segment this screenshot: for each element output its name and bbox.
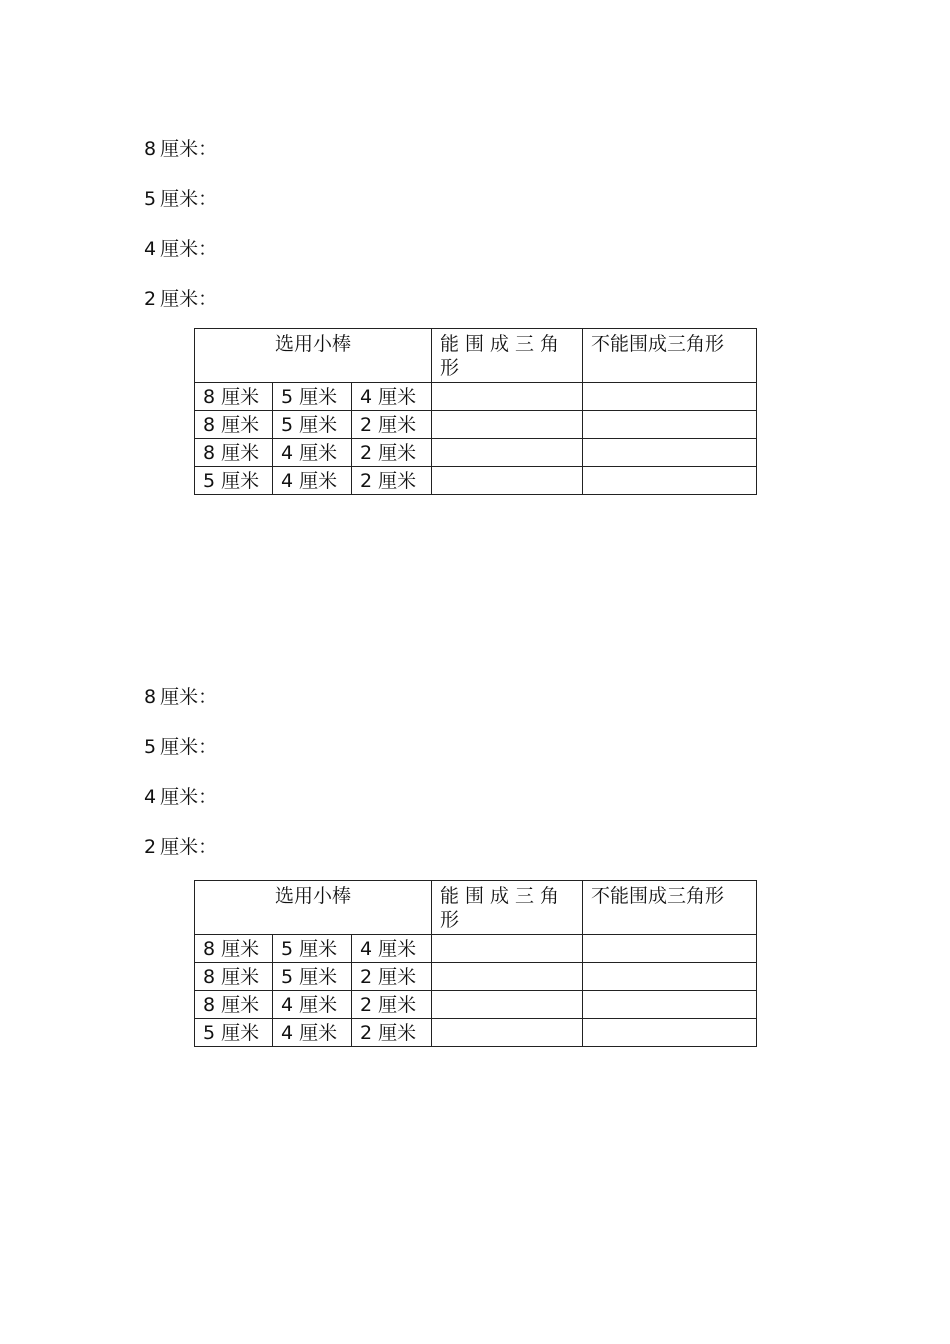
can-answer-cell[interactable] — [432, 963, 583, 991]
stick-cell: 4 厘米 — [273, 1019, 352, 1047]
stick-cell: 8 厘米 — [195, 963, 273, 991]
table-row — [195, 411, 757, 439]
cannot-answer-cell[interactable] — [583, 991, 757, 1019]
table-row — [195, 383, 757, 411]
cannot-answer-cell[interactable] — [583, 411, 757, 439]
stick-length-line — [144, 187, 217, 211]
stick-cell: 8 厘米 — [195, 991, 273, 1019]
table-row — [195, 963, 757, 991]
stick-length-unit: 厘米： — [160, 786, 218, 808]
stick-length-line — [144, 685, 217, 709]
table-row — [195, 1019, 757, 1047]
table-header-row — [195, 329, 757, 383]
can-answer-cell[interactable] — [432, 383, 583, 411]
stick-cell: 5 厘米 — [273, 963, 352, 991]
stick-cell: 8 厘米 — [195, 439, 273, 467]
stick-length-number: 2 — [144, 836, 157, 858]
stick-length-line — [144, 137, 217, 161]
stick-length-line — [144, 287, 217, 311]
cannot-answer-cell[interactable] — [583, 467, 757, 495]
header-selected-sticks: 选用小棒 — [195, 881, 432, 935]
stick-length-number: 2 — [144, 288, 157, 310]
stick-length-unit: 厘米： — [160, 138, 218, 160]
can-answer-cell[interactable] — [432, 991, 583, 1019]
stick-cell: 2 厘米 — [352, 439, 432, 467]
stick-cell: 8 厘米 — [195, 383, 273, 411]
triangle-table — [194, 880, 757, 1047]
stick-length-number: 8 — [144, 138, 157, 160]
header-selected-sticks: 选用小棒 — [195, 329, 432, 383]
stick-cell: 5 厘米 — [273, 935, 352, 963]
stick-length-unit: 厘米： — [160, 288, 218, 310]
stick-length-line — [144, 237, 217, 261]
can-answer-cell[interactable] — [432, 439, 583, 467]
stick-length-number: 4 — [144, 238, 157, 260]
stick-cell: 4 厘米 — [273, 467, 352, 495]
table-row — [195, 439, 757, 467]
stick-length-number: 5 — [144, 188, 157, 210]
triangle-table — [194, 328, 757, 495]
cannot-answer-cell[interactable] — [583, 1019, 757, 1047]
can-answer-cell[interactable] — [432, 1019, 583, 1047]
header-can-form-triangle: 能围成三角形 — [432, 329, 583, 383]
stick-length-unit: 厘米： — [160, 686, 218, 708]
stick-cell: 8 厘米 — [195, 935, 273, 963]
stick-cell: 2 厘米 — [352, 411, 432, 439]
can-answer-cell[interactable] — [432, 935, 583, 963]
table-row — [195, 935, 757, 963]
cannot-answer-cell[interactable] — [583, 383, 757, 411]
stick-cell: 5 厘米 — [195, 1019, 273, 1047]
stick-cell: 5 厘米 — [195, 467, 273, 495]
cannot-answer-cell[interactable] — [583, 963, 757, 991]
stick-length-unit: 厘米： — [160, 238, 218, 260]
stick-length-unit: 厘米： — [160, 736, 218, 758]
stick-cell: 4 厘米 — [273, 439, 352, 467]
cannot-answer-cell[interactable] — [583, 439, 757, 467]
stick-cell: 2 厘米 — [352, 991, 432, 1019]
stick-length-number: 8 — [144, 686, 157, 708]
can-answer-cell[interactable] — [432, 411, 583, 439]
stick-length-unit: 厘米： — [160, 836, 218, 858]
stick-length-number: 5 — [144, 736, 157, 758]
cannot-answer-cell[interactable] — [583, 935, 757, 963]
table-header-row — [195, 881, 757, 935]
header-cannot-form-triangle: 不能围成三角形 — [583, 881, 757, 935]
stick-length-number: 4 — [144, 786, 157, 808]
stick-cell: 2 厘米 — [352, 467, 432, 495]
header-cannot-form-triangle: 不能围成三角形 — [583, 329, 757, 383]
stick-cell: 2 厘米 — [352, 963, 432, 991]
stick-length-line — [144, 785, 217, 809]
stick-length-unit: 厘米： — [160, 188, 218, 210]
can-answer-cell[interactable] — [432, 467, 583, 495]
stick-length-line — [144, 835, 217, 859]
stick-cell: 4 厘米 — [352, 383, 432, 411]
table-row — [195, 991, 757, 1019]
stick-cell: 4 厘米 — [352, 935, 432, 963]
stick-cell: 2 厘米 — [352, 1019, 432, 1047]
stick-cell: 8 厘米 — [195, 411, 273, 439]
stick-length-line — [144, 735, 217, 759]
stick-cell: 5 厘米 — [273, 383, 352, 411]
header-can-form-triangle: 能围成三角形 — [432, 881, 583, 935]
table-row — [195, 467, 757, 495]
stick-cell: 5 厘米 — [273, 411, 352, 439]
stick-cell: 4 厘米 — [273, 991, 352, 1019]
